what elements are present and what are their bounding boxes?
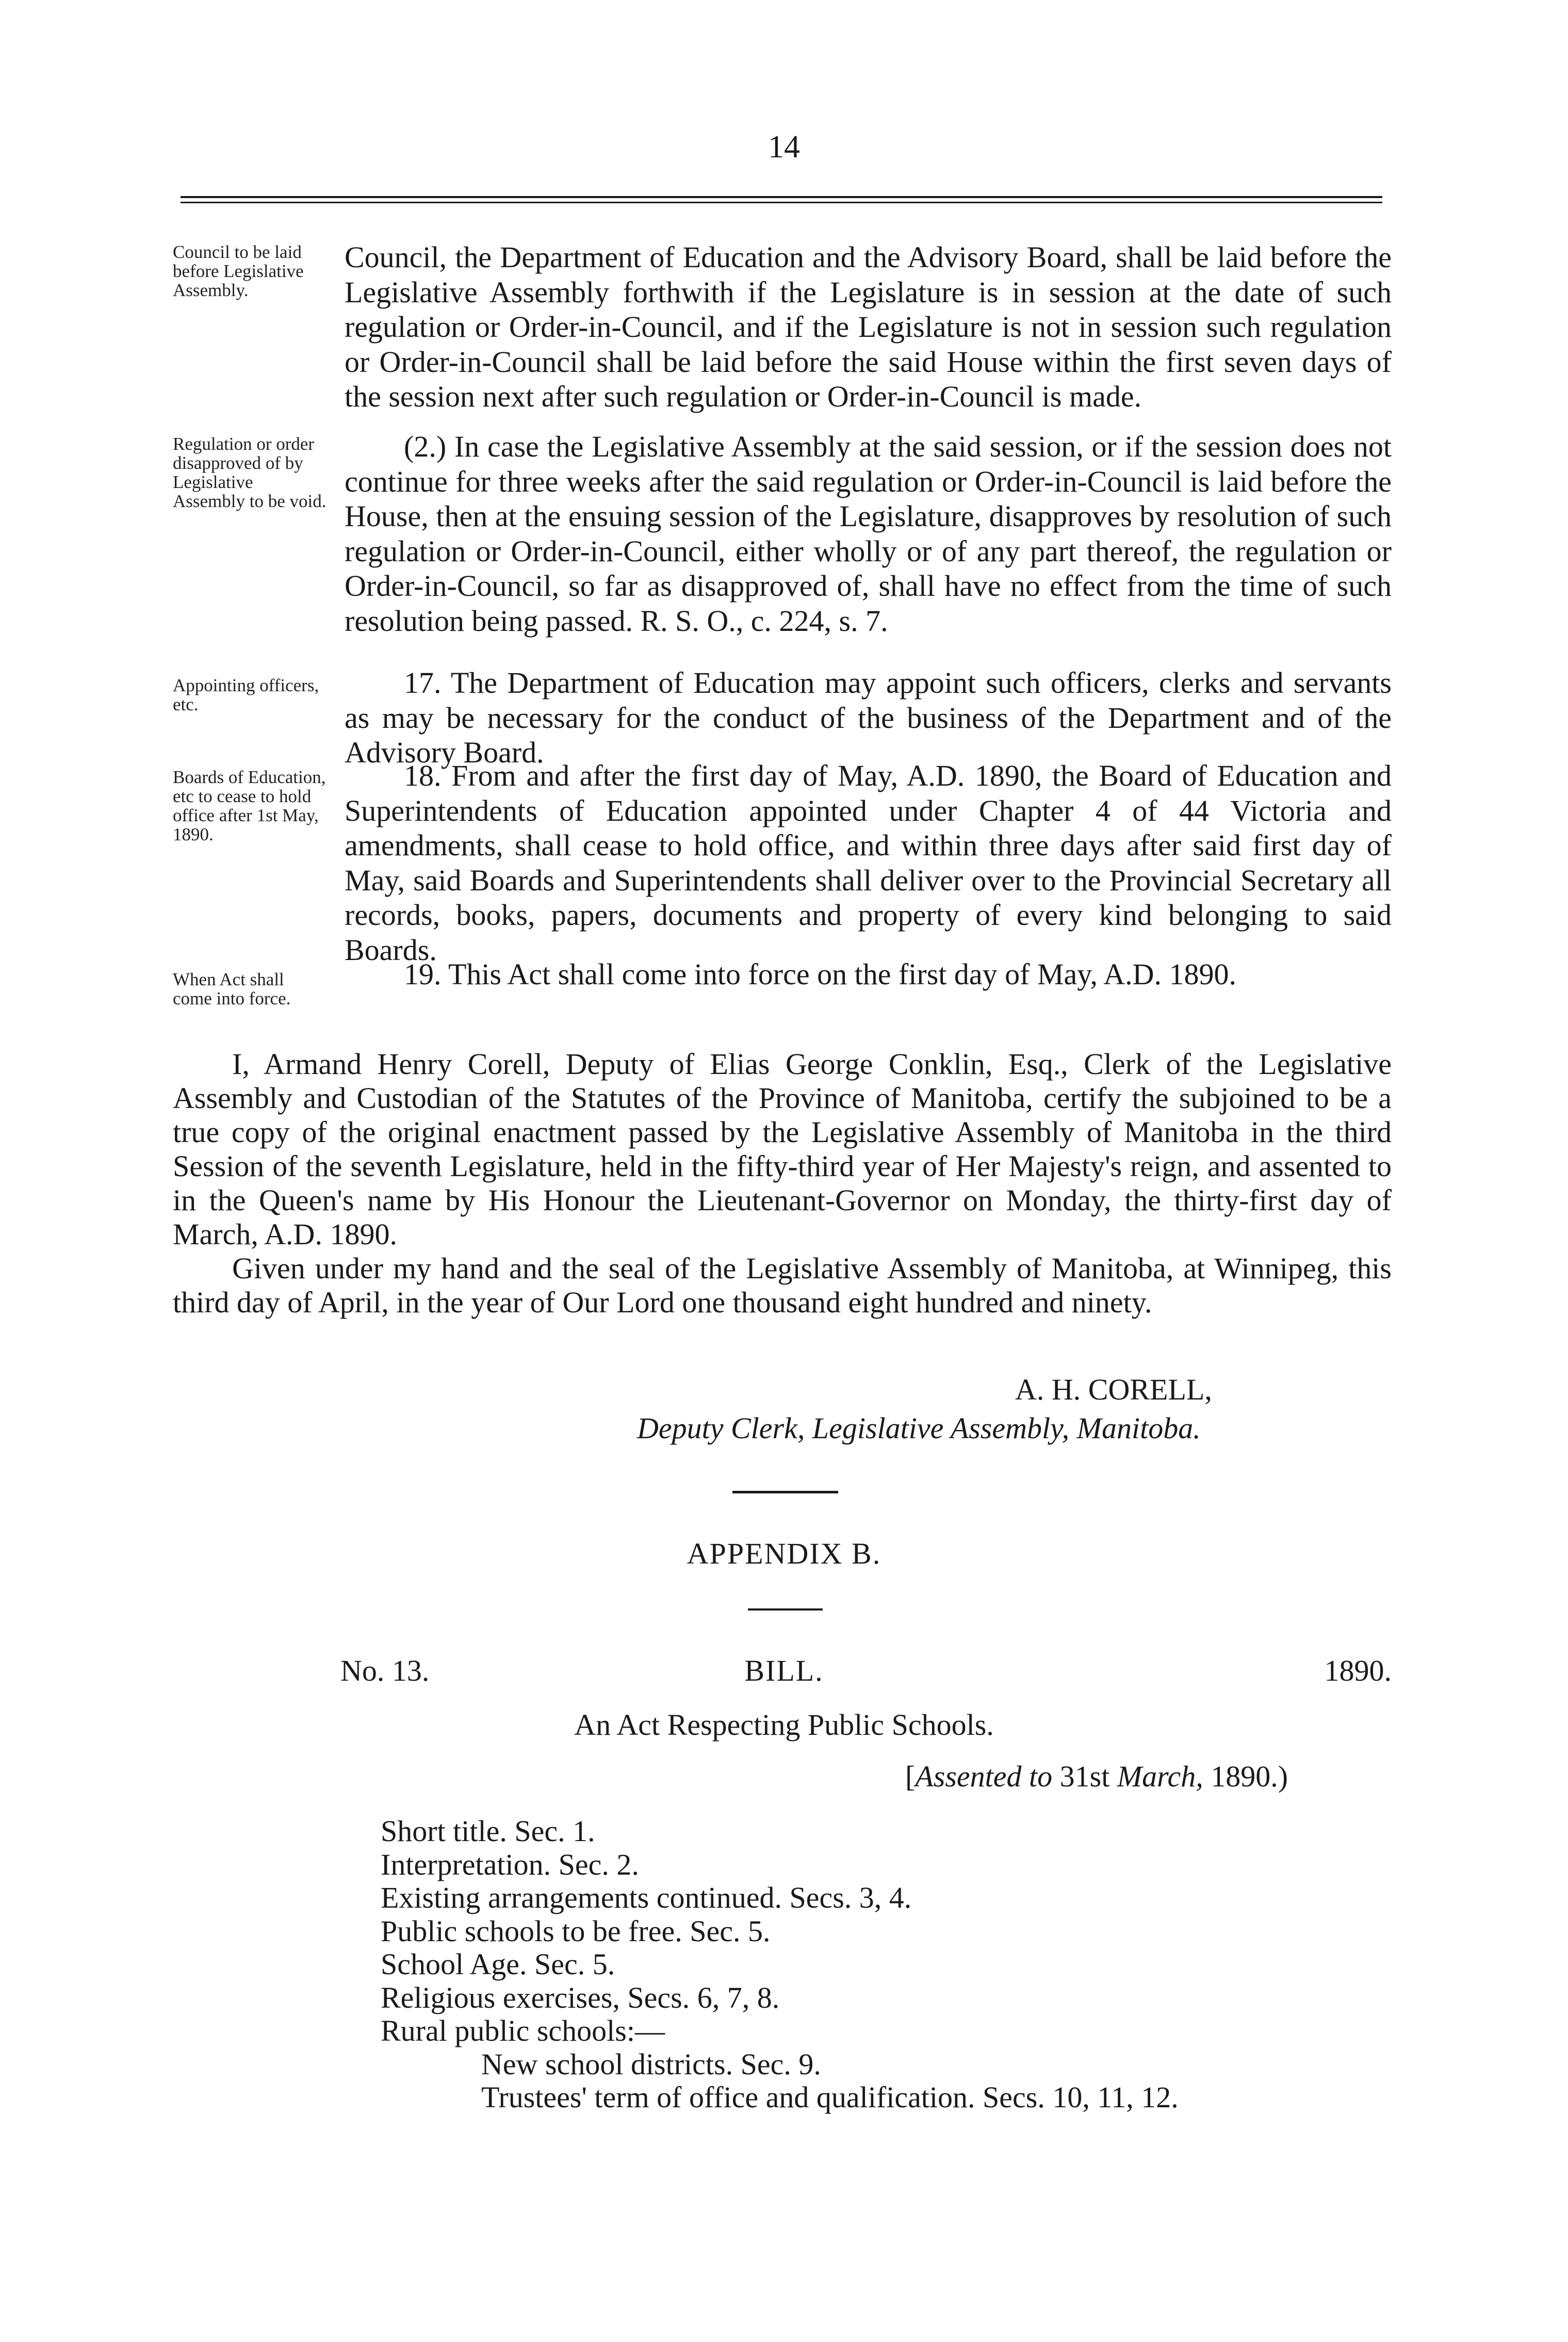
certificate-paragraph-1: I, Armand Henry Corell, Deputy of Elias George Conklin, Esq., Clerk of the Legislative Assembly and Custodian of the Statutes of the Province of Manitoba, certify the subjoined to be a true copy of the original enactment passed by the Legislative Assembly of Manitoba in the third Session of the seventh Legislature, held in the fifty-third year of Her Majesty's reign, and assented to in the Queen's name by His Honour the Lieutenant-Governor on Monday, the thirty-first day of March, A.D. 1890. xyxy=(173,1047,1392,1251)
toc-item: Existing arrangements continued. Secs. 3, 4. xyxy=(381,1881,912,1914)
paragraph: 17. The Department of Education may appoint such officers, clerks and servants as may be necessary for the conduct of the business of the Department and of the Advisory Board. xyxy=(345,666,1392,769)
toc-item: Public schools to be free. Sec. 5. xyxy=(381,1914,771,1948)
section-18-text xyxy=(345,758,1392,967)
separator-rule xyxy=(732,1491,838,1493)
toc-item: Short title. Sec. 1. xyxy=(381,1814,595,1848)
act-title: An Act Respecting Public Schools. xyxy=(574,1708,994,1742)
paragraph: 18. From and after the first day of May, A.D. 1890, the Board of Education and Superintendents of Education appointed under Chapter 4 of 44 Victoria and amendments, shall cease to hold office, and within three days after said first day of May, said Boards and Superintendents shall deliver over to the Provincial Secretary all records, books, papers, documents and property of every kind belonging to said Boards. xyxy=(345,759,1392,967)
assent-prefix: [ xyxy=(905,1760,916,1793)
assent-italic-2: March, xyxy=(1117,1760,1203,1793)
assent-line xyxy=(905,1759,1288,1794)
bill-label: BILL. xyxy=(744,1654,824,1687)
marginal-note: Council to be laid before Legislative Assembly. xyxy=(173,242,304,300)
header-double-rule xyxy=(181,196,1382,203)
separator-rule xyxy=(748,1608,823,1611)
paragraph: Council, the Department of Education and the Advisory Board, shall be laid before the Legislative Assembly forthwith if the Legislature is in session at the date of such regulation or Order-in-Council, and if the Legislature is not in session such regulation or Order-in-Council shall be laid before the said House within the first seven days of the session next after such regulation or Order-in-Council is made. xyxy=(345,240,1392,413)
signature-title: Deputy Clerk, Legislative Assembly, Manitoba. xyxy=(637,1411,1201,1445)
bill-number: No. 13. xyxy=(340,1654,430,1687)
assent-suffix: 1890.) xyxy=(1203,1760,1288,1793)
paragraph: (2.) In case the Legislative Assembly at the said session, or if the session does not continue for three weeks after the said regulation or Order-in-Council is laid before the House, then at the ensuing session of the Legislature, disapproves by resolution of such regulation or Order-in-Council, either wholly or of any part thereof, the regulation or Order-in-Council, so far as disapproved of, shall have no effect from the time of such resolution being passed. R. S. O., c. 224, s. 7. xyxy=(345,430,1392,638)
assent-italic-1: Assented to xyxy=(915,1760,1053,1793)
marginal-note: Regulation or order disapproved of by Legislative Assembly to be void. xyxy=(173,434,326,511)
toc-subitem: New school districts. Sec. 9. xyxy=(481,2047,821,2081)
toc-item: Religious exercises, Secs. 6, 7, 8. xyxy=(381,1980,780,2014)
bill-year: 1890. xyxy=(1324,1654,1392,1687)
table-of-contents xyxy=(381,1815,1179,2115)
toc-subitem: Trustees' term of office and qualification. Secs. 10, 11, 12. xyxy=(481,2080,1179,2114)
toc-item: School Age. Sec. 5. xyxy=(381,1947,615,1981)
certificate-paragraph-2: Given under my hand and the seal of the Legislative Assembly of Manitoba, at Winnipeg, this third day of April, in the year of Our Lord one thousand eight hundred and ninety. xyxy=(173,1251,1392,1319)
marginal-note: Appointing officers, etc. xyxy=(173,675,319,714)
paragraph: 19. This Act shall come into force on the first day of May, A.D. 1890. xyxy=(404,957,1237,991)
marginal-note: Boards of Education, etc to cease to hold office after 1st May, 1890. xyxy=(173,767,326,844)
section-16-2-text xyxy=(345,429,1392,638)
toc-item: Rural public schools:— xyxy=(381,2014,665,2047)
section-19-text xyxy=(345,957,1392,992)
marginal-note: When Act shall come into force. xyxy=(173,969,291,1009)
section-16-text xyxy=(345,240,1392,414)
page-number: 14 xyxy=(768,129,800,165)
toc-item: Interpretation. Sec. 2. xyxy=(381,1847,639,1881)
assent-day: 31st xyxy=(1052,1760,1117,1793)
signature-name: A. H. CORELL, xyxy=(1015,1373,1212,1406)
certificate xyxy=(173,1047,1392,1320)
appendix-title: APPENDIX B. xyxy=(687,1537,881,1570)
section-17-text xyxy=(345,665,1392,770)
